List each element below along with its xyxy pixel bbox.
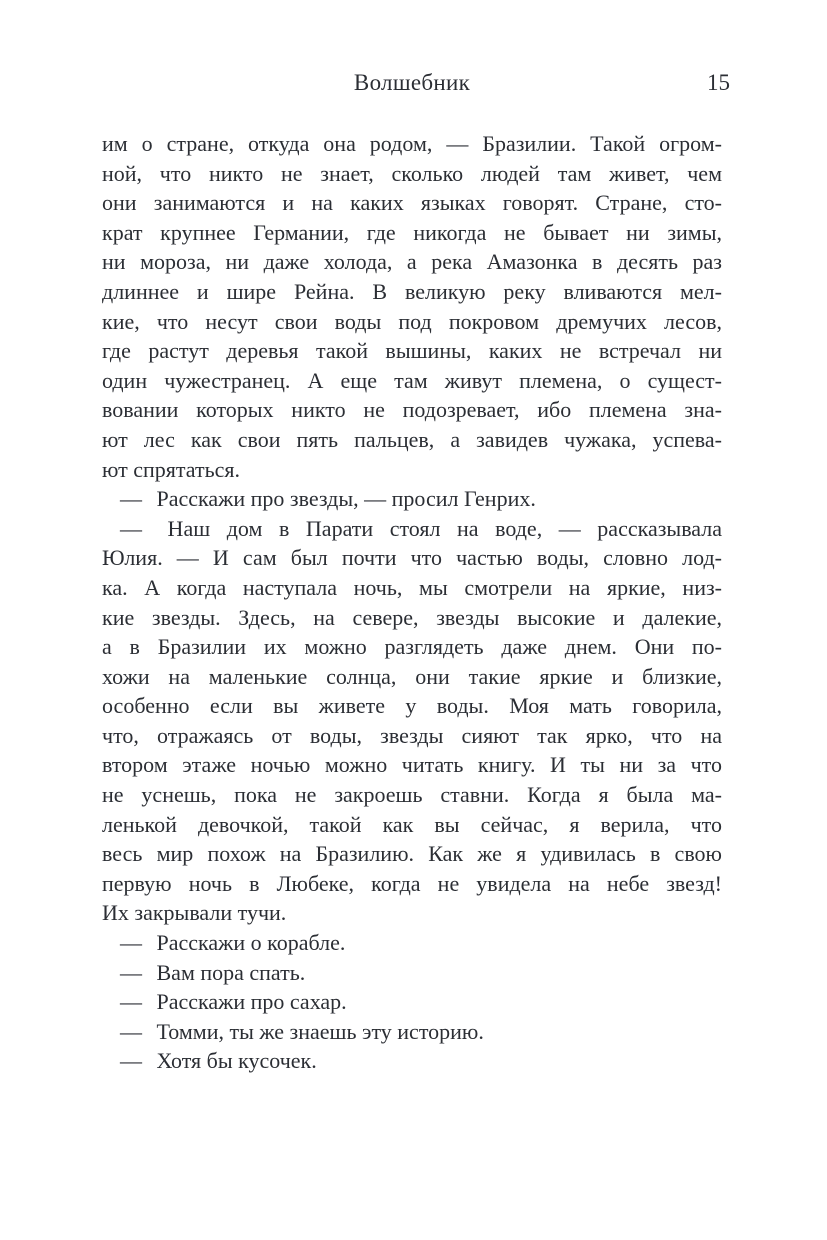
text-line: ка. А когда наступала ночь, мы смотрели на яркие, низ-: [102, 574, 722, 600]
text-line: вовании которых никто не подозревает, ибо племена зна-: [102, 397, 722, 423]
text-line: — Расскажи про сахар.: [120, 989, 347, 1015]
text-line: ют лес как свои пять пальцев, а завидев чужака, успева-: [102, 426, 722, 452]
paragraph: [102, 928, 722, 958]
text-line: они занимаются и на каких языках говорят. Стране, сто-: [102, 190, 722, 216]
paragraph: [102, 129, 722, 484]
page-body: [102, 129, 722, 1076]
paragraph: [102, 958, 722, 988]
running-title: Волшебник: [353, 70, 471, 95]
text-line: что, отражаясь от воды, звезды сияют так ярко, что на: [102, 722, 722, 748]
dialogue-dash: —: [120, 989, 142, 1015]
text-line: ленькой девочкой, такой как вы сейчас, я верила, что: [102, 811, 722, 837]
text-line: — Вам пора спать.: [120, 959, 306, 985]
text-line: кие, что несут свои воды под покровом дремучих лесов,: [102, 308, 722, 334]
text-line: втором этаже ночью можно читать книгу. И ты ни за что: [102, 752, 722, 778]
text-line: ют спрятаться.: [102, 456, 241, 482]
page-number: 15: [707, 70, 730, 95]
dialogue-dash: —: [120, 1048, 142, 1074]
dialogue-dash: —: [120, 1018, 142, 1044]
text-line: хожи на маленькие солнца, они такие яркие и близкие,: [102, 663, 722, 689]
text-line: ни мороза, ни даже холода, а река Амазонка в десять раз: [102, 249, 722, 275]
text-line: весь мир похож на Бразилию. Как же я удивилась в свою: [102, 841, 722, 867]
text-line: кие звезды. Здесь, на севере, звезды высокие и далекие,: [102, 604, 722, 630]
paragraph: [102, 1017, 722, 1047]
text-line: — Расскажи про звезды, — просил Генрих.: [120, 486, 536, 512]
running-head: [102, 70, 730, 100]
dialogue-dash: —: [120, 930, 142, 956]
paragraph: [102, 987, 722, 1017]
text-line: крат крупнее Германии, где никогда не бывает ни зимы,: [102, 219, 722, 245]
text-line: Юлия. — И сам был почти что частью воды, словно лод-: [102, 545, 722, 571]
paragraph: [102, 484, 722, 514]
text-line: длиннее и шире Рейна. В великую реку вливаются мел-: [102, 278, 722, 304]
text-line: им о стране, откуда она родом, — Бразилии. Такой огром-: [102, 131, 722, 156]
text-line: первую ночь в Любеке, когда не увидела на небе звезд!: [102, 870, 722, 896]
text-line: не уснешь, пока не закроешь ставни. Когда я была ма-: [102, 782, 722, 808]
text-line: — Расскажи о корабле.: [120, 930, 346, 956]
dialogue-dash: —: [120, 486, 142, 512]
text-line: — Томми, ты же знаешь эту историю.: [120, 1018, 484, 1044]
text-line: один чужестранец. А еще там живут племена, о сущест-: [102, 367, 722, 393]
dialogue-dash: —: [120, 515, 142, 541]
text-line: где растут деревья такой вышины, каких не встречал ни: [102, 338, 722, 364]
dialogue-dash: —: [120, 959, 142, 985]
text-line: ной, что никто не знает, сколько людей там живет, чем: [102, 160, 722, 186]
text-line: — Хотя бы кусочек.: [120, 1048, 317, 1074]
paragraph: [102, 514, 722, 928]
text-line: а в Бразилии их можно разглядеть даже днем. Они по-: [102, 634, 722, 660]
paragraph: [102, 1046, 722, 1076]
text-line: Их закрывали тучи.: [102, 900, 287, 926]
text-line: особенно если вы живете у воды. Моя мать говорила,: [102, 693, 722, 719]
text-line: — Наш дом в Парати стоял на воде, — рассказывала: [120, 515, 722, 541]
